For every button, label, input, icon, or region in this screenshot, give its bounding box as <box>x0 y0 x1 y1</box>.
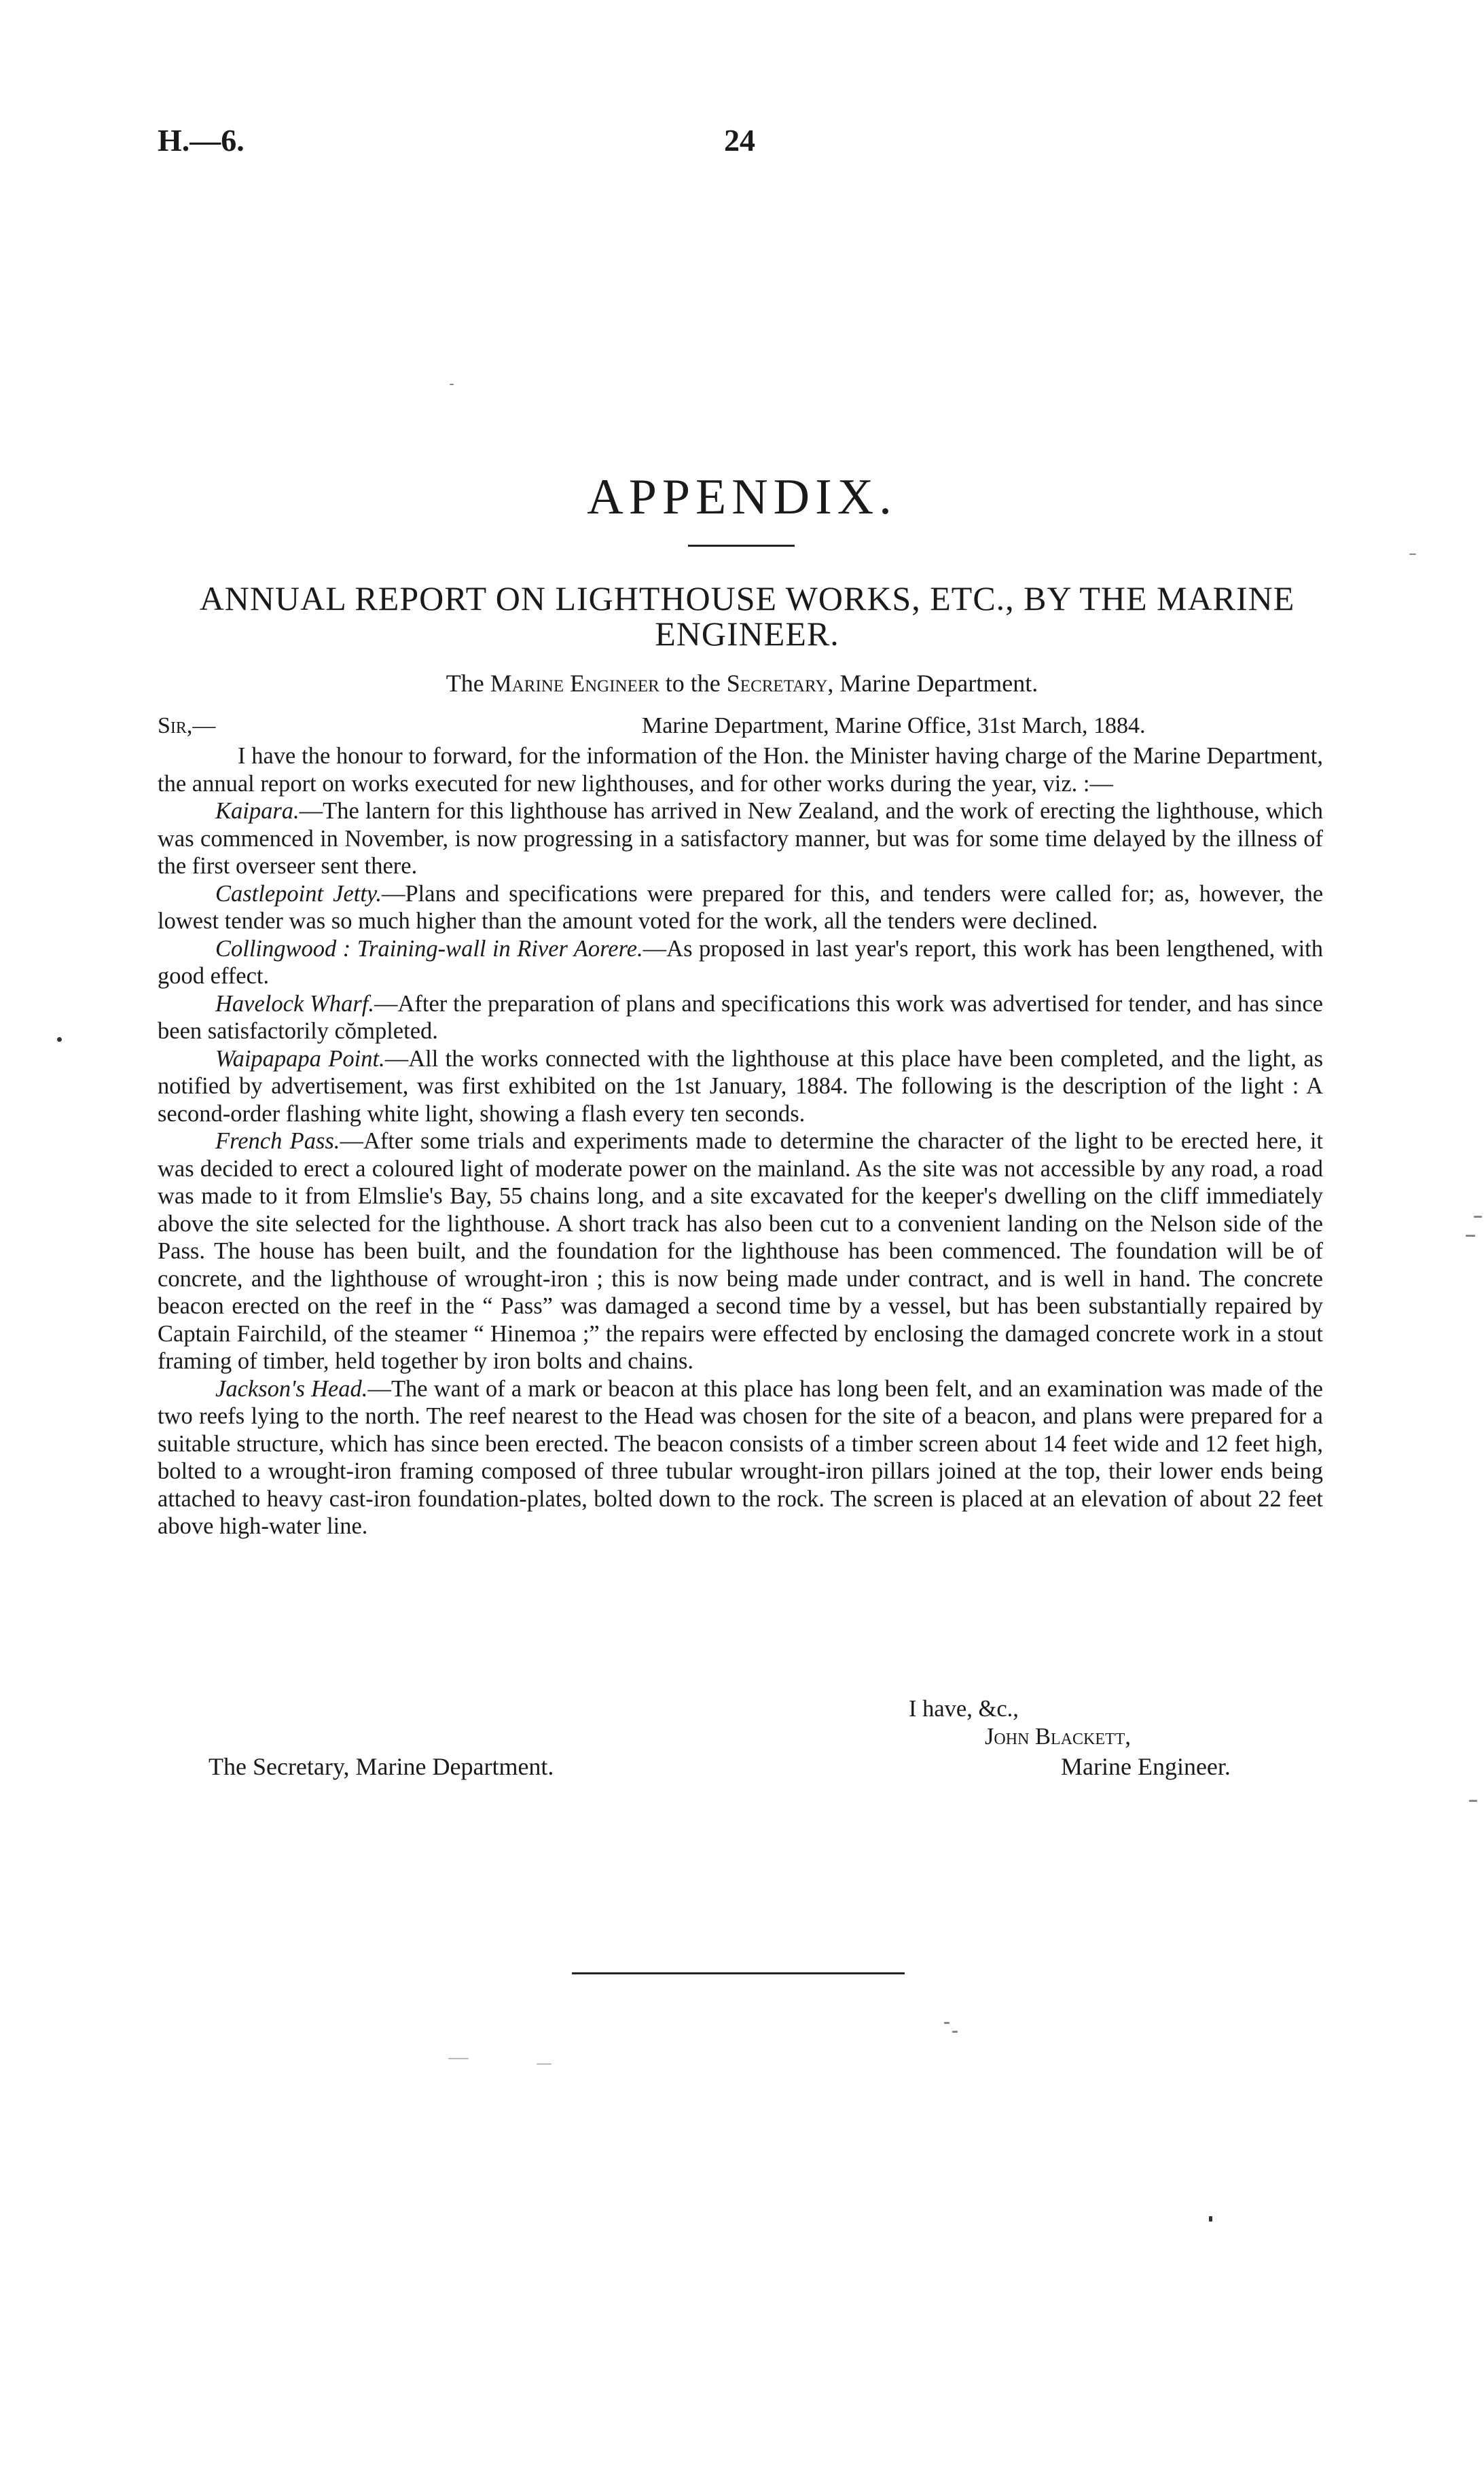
paragraph-kaipara <box>158 797 1323 880</box>
salutation: Sir,— <box>158 713 216 738</box>
scan-speck <box>1474 1216 1482 1218</box>
paragraph-collingwood <box>158 935 1323 990</box>
scan-speck <box>57 1037 62 1042</box>
page-number: 24 <box>724 123 755 158</box>
scan-speck <box>448 2058 469 2059</box>
address-suffix: , Marine Department. <box>827 670 1038 697</box>
scan-speck <box>952 2031 958 2033</box>
paragraph-text: —The lantern for this lighthouse has arrived in New Zealand, and the work of erecting the lighthouse, which was commenced in November, is now progressing in a satisfactory manner, but was for some time delayed by the illness of the first overseer sent there. <box>158 798 1323 879</box>
report-body <box>158 742 1323 1540</box>
scan-speck <box>1409 554 1416 555</box>
document-code: H.—6. <box>158 123 245 158</box>
end-rule <box>572 1972 905 1974</box>
title-rule <box>688 545 795 547</box>
paragraph-text: —After some trials and experiments made to determine the character of the light to be erected here, it was decided to erect a coloured light of moderate power on the mainland. As the site was not accessible by any road, a road was made to it from Elmslie's Bay, 55 chains long, and a site excavated for the keeper's dwelling on the cliff immediately above the site selected for the lighthouse. A short track has also been cut to a convenient landing on the Nelson side of the Pass. The house has been built, and the foundation for the lighthouse has been commenced. The foundation will be of concrete, and the lighthouse of wrought-iron ; this is now being made under contract, and is well in hand. The concrete beacon erected on the reef in the “ Pass” was damaged a second time by a vessel, but has been substantially repaired by Captain Fairchild, of the steamer “ Hinemoa ;” the repairs were effected by enclosing the damaged concrete work in a stout framing of timber, held together by iron bolts and chains. <box>158 1128 1324 1374</box>
report-subtitle: ANNUAL REPORT ON LIGHTHOUSE WORKS, ETC., BY THE MARINE ENGINEER. <box>199 579 1295 653</box>
paragraph-heading: Havelock Wharf. <box>215 990 374 1017</box>
address-line <box>0 669 1484 698</box>
paragraph-heading: Waipapapa Point. <box>215 1045 385 1072</box>
place-date: Marine Department, Marine Office, 31st March, 1884. <box>642 713 1146 738</box>
paragraph-jacksons-head <box>158 1375 1323 1540</box>
paragraph-text: I have the honour to forward, for the information of the Hon. the Minister having charge of the Marine Department, the annual report on works executed for new lighthouses, and for other works during the year, viz. :— <box>158 743 1323 797</box>
paragraph-text: —All the works connected with the lighthouse at this place have been completed, and the light, as notified by advertisement, was first exhibited on the 1st January, 1884. The following is the description of the light : A second-order flashing white light, showing a flash every ten seconds. <box>158 1045 1323 1127</box>
scan-speck <box>1209 2216 1212 2222</box>
recipient: The Secretary, Marine Department. <box>209 1753 554 1780</box>
paragraph-intro <box>158 742 1323 797</box>
address-from: Marine Engineer <box>490 670 659 697</box>
paragraph-text: —After the preparation of plans and specifications this work was advertised for tender, and has since been satisfactorily cŏmpleted. <box>158 990 1323 1044</box>
valediction: I have, &c., <box>909 1696 1019 1722</box>
paragraph-heading: Collingwood : Training-wall in River Aorere. <box>215 935 643 962</box>
paragraph-text: —The want of a mark or beacon at this place has long been felt, and an examination was made of the two reefs lying to the north. The reef nearest to the Head was chosen for the site of a beacon, and plans were prepared for a suitable structure, which has since been erected. The beacon consists of a timber screen about 14 feet wide and 12 feet high, bolted to a wrought-iron framing composed of three tubular wrought-iron pillars joined at the top, their lower ends being attached to heavy cast-iron foundation-plates, bolted down to the rock. The screen is placed at an elevation of about 22 feet above high-water line. <box>158 1375 1323 1539</box>
paragraph-text: —Plans and specifications were prepared for this, and tenders were called for; as, however, the lowest tender was so much higher than the amount voted for the work, all the tenders were declined. <box>158 880 1324 934</box>
address-middle: to the <box>659 670 727 697</box>
paragraph-waipapapa <box>158 1045 1323 1128</box>
scan-speck <box>944 2022 949 2024</box>
scan-speck <box>1466 1235 1475 1237</box>
scan-speck <box>537 2063 551 2065</box>
paragraph-heading: Jackson's Head. <box>215 1375 368 1402</box>
address-prefix: The <box>446 670 490 697</box>
paragraph-heading: Castlepoint Jetty. <box>215 880 382 907</box>
paragraph-heading: French Pass. <box>215 1128 340 1154</box>
scan-speck <box>1469 1800 1477 1802</box>
signatory-title: Marine Engineer. <box>1061 1753 1231 1780</box>
scan-speck <box>450 384 454 385</box>
paragraph-heading: Kaipara. <box>215 798 300 824</box>
appendix-title: APPENDIX. <box>587 469 897 525</box>
signatory-name: John Blackett, <box>985 1724 1131 1750</box>
paragraph-havelock <box>158 990 1323 1045</box>
paragraph-text: —As proposed in last year's report, this work has been lengthened, with good effect. <box>158 935 1323 989</box>
paragraph-castlepoint <box>158 880 1323 935</box>
paragraph-french-pass <box>158 1127 1323 1375</box>
address-to: Secretary <box>726 670 828 697</box>
